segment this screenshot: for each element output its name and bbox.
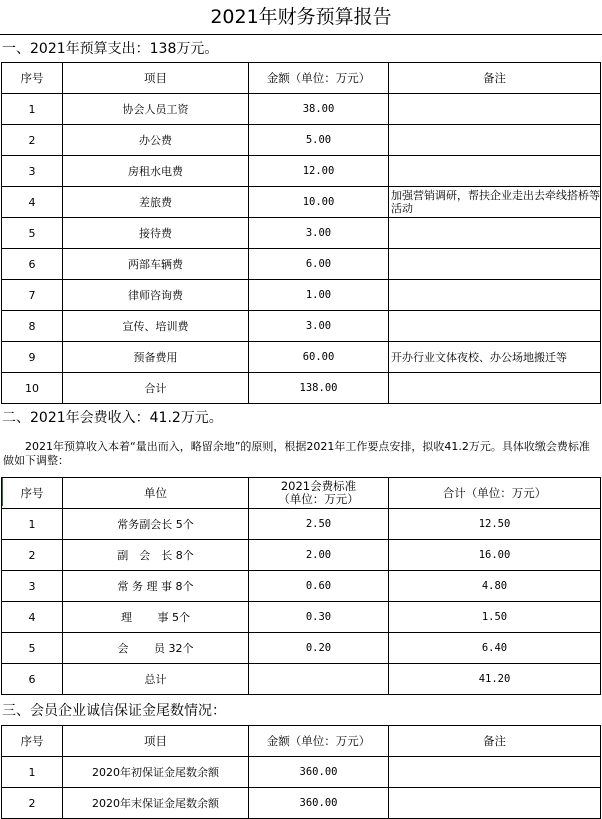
row-seq: 2: [2, 125, 63, 156]
row-amount: 3.00: [249, 218, 389, 249]
table-row: [2, 342, 601, 373]
row-item: 宣传、培训费: [63, 311, 249, 342]
row-total: 6.40: [389, 633, 601, 664]
row-note: [389, 125, 601, 156]
row-note: [389, 373, 601, 404]
row-standard: 0.30: [249, 602, 389, 633]
row-seq: 8: [2, 311, 63, 342]
table-row: [2, 311, 601, 342]
table-row: [2, 280, 601, 311]
table-row: [2, 94, 601, 125]
row-seq: 6: [2, 664, 63, 695]
row-seq: 1: [2, 94, 63, 125]
section2-paragraph: 2021年预算收入本着“量出而入，略留余地”的原则，根据2021年工作要点安排，拟收41.2万元。具体收缴会费标准做如下调整：: [3, 440, 590, 467]
row-total: 1.50: [389, 602, 601, 633]
table-row: [2, 540, 601, 571]
row-seq: 5: [2, 633, 63, 664]
expense-table: [1, 62, 601, 404]
header-note: 备注: [389, 63, 601, 94]
row-total: 41.20: [389, 664, 601, 695]
row-standard: 0.20: [249, 633, 389, 664]
row-amount: 1.00: [249, 280, 389, 311]
row-seq: 9: [2, 342, 63, 373]
row-item: 2020年初保证金尾数余额: [63, 757, 249, 788]
header-seq: 序号: [2, 478, 63, 509]
table-row: [2, 788, 601, 819]
table-row: [2, 156, 601, 187]
row-unit: 常 务 理 事 8个: [63, 571, 249, 602]
header-note: 备注: [389, 726, 601, 757]
row-note: 开办行业文体夜校、办公场地搬迁等: [389, 342, 601, 373]
row-unit: 总计: [63, 664, 249, 695]
row-seq: 2: [2, 788, 63, 819]
header-total: 合计（单位：万元）: [389, 478, 601, 509]
row-note: [389, 156, 601, 187]
row-seq: 10: [2, 373, 63, 404]
header-item: 项目: [63, 726, 249, 757]
row-seq: 3: [2, 571, 63, 602]
section1-heading: 一、2021年预算支出：138万元。: [2, 41, 219, 57]
table-row: [2, 373, 601, 404]
row-note: [389, 218, 601, 249]
table-header-row: [2, 726, 601, 757]
row-item: 2020年末保证金尾数余额: [63, 788, 249, 819]
row-item: 合计: [63, 373, 249, 404]
header-seq: 序号: [2, 726, 63, 757]
row-standard: 2.00: [249, 540, 389, 571]
row-amount: 360.00: [249, 788, 389, 819]
section3-heading: 三、会员企业诚信保证金尾数情况：: [2, 703, 226, 719]
row-seq: 5: [2, 218, 63, 249]
row-seq: 6: [2, 249, 63, 280]
section2-heading: 二、2021年会费收入：41.2万元。: [2, 410, 223, 426]
table-header-row: [2, 63, 601, 94]
header-standard: [249, 478, 389, 509]
row-item: 协会人员工资: [63, 94, 249, 125]
row-seq: 4: [2, 602, 63, 633]
table-row: [2, 757, 601, 788]
row-item: 两部车辆费: [63, 249, 249, 280]
fee-table: [1, 477, 601, 695]
deposit-table: [1, 725, 601, 819]
header-standard-line2: （单位：万元）: [278, 492, 359, 506]
row-seq: 7: [2, 280, 63, 311]
row-amount: 60.00: [249, 342, 389, 373]
row-amount: 5.00: [249, 125, 389, 156]
row-note: [389, 757, 601, 788]
row-item: 接待费: [63, 218, 249, 249]
row-amount: 138.00: [249, 373, 389, 404]
table-header-row: [2, 478, 601, 509]
table-row: [2, 633, 601, 664]
row-note: [389, 311, 601, 342]
header-seq: 序号: [2, 63, 63, 94]
row-note: [389, 788, 601, 819]
row-note: [389, 280, 601, 311]
row-total: 16.00: [389, 540, 601, 571]
row-seq: 4: [2, 187, 63, 218]
header-amount: 金额（单位：万元）: [249, 726, 389, 757]
table-row: [2, 509, 601, 540]
header-amount: 金额（单位：万元）: [249, 63, 389, 94]
row-seq: 1: [2, 757, 63, 788]
row-item: 差旅费: [63, 187, 249, 218]
row-item: 办公费: [63, 125, 249, 156]
table-row: [2, 602, 601, 633]
row-seq: 2: [2, 540, 63, 571]
row-standard: 2.50: [249, 509, 389, 540]
row-amount: 10.00: [249, 187, 389, 218]
row-seq: 3: [2, 156, 63, 187]
row-unit: 副 会 长 8个: [63, 540, 249, 571]
row-amount: 3.00: [249, 311, 389, 342]
row-amount: 12.00: [249, 156, 389, 187]
row-standard: [249, 664, 389, 695]
row-amount: 38.00: [249, 94, 389, 125]
row-total: 12.50: [389, 509, 601, 540]
row-item: 预备费用: [63, 342, 249, 373]
row-seq: 1: [2, 509, 63, 540]
row-total: 4.80: [389, 571, 601, 602]
table-row: [2, 218, 601, 249]
row-item: 房租水电费: [63, 156, 249, 187]
header-item: 项目: [63, 63, 249, 94]
row-amount: 360.00: [249, 757, 389, 788]
row-amount: 6.00: [249, 249, 389, 280]
table-row: [2, 249, 601, 280]
row-unit: 会 员 32个: [63, 633, 249, 664]
header-standard-line1: 2021会费标准: [280, 479, 357, 493]
row-note: [389, 94, 601, 125]
table-row: [2, 187, 601, 218]
row-note: 加强营销调研，帮扶企业走出去牵线搭桥等活动: [389, 187, 601, 218]
table-row: [2, 125, 601, 156]
row-note: [389, 249, 601, 280]
row-standard: 0.60: [249, 571, 389, 602]
table-row: [2, 664, 601, 695]
row-item: 律师咨询费: [63, 280, 249, 311]
page-title: 2021年财务预算报告: [0, 0, 602, 35]
table-row: [2, 571, 601, 602]
header-unit: 单位: [63, 478, 249, 509]
row-unit: 常务副会长 5个: [63, 509, 249, 540]
row-unit: 理 事 5个: [63, 602, 249, 633]
